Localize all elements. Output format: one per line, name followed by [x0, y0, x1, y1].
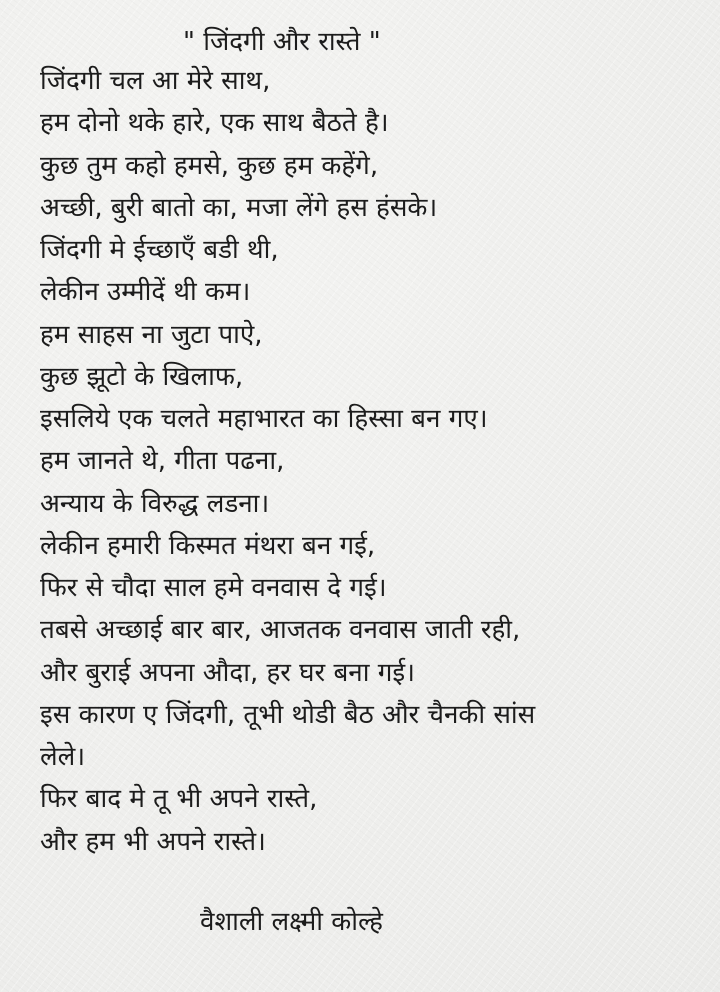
- poem-line: हम दोनो थके हारे, एक साथ बैठते है।: [40, 108, 389, 139]
- poem-line: फिर से चौदा साल हमे वनवास दे गई।: [40, 573, 387, 603]
- poem-line: अच्छी, बुरी बातो का, मजा लेंगे हस हंसके।: [40, 192, 438, 223]
- poem-line: तबसे अच्छाई बार बार, आजतक वनवास जाती रही,: [40, 615, 521, 646]
- poem-line: लेले।: [40, 742, 86, 772]
- poem-line: जिंदगी चल आ मेरे साथ,: [40, 66, 271, 96]
- poem-line: अन्याय के विरुद्ध लडना।: [40, 488, 270, 519]
- poem-line: फिर बाद मे तू भी अपने रास्ते,: [40, 784, 318, 815]
- poem-line: और हम भी अपने रास्ते।: [40, 826, 266, 857]
- poem-line: और बुराई अपना औदा, हर घर बना गई।: [40, 657, 415, 688]
- poem-line: हम साहस ना जुटा पाऐ,: [40, 319, 263, 350]
- poem-body: [40, 60, 700, 863]
- poem-line: जिंदगी मे ईच्छाएँ बडी थी,: [40, 235, 279, 265]
- poem-line: इसलिये एक चलते महाभारत का हिस्सा बन गए।: [40, 404, 488, 434]
- poem-line: इस कारण ए जिंदगी, तूभी थोडी बैठ और चैनकी सांस: [40, 699, 536, 730]
- poem-line: हम जानते थे, गीता पढना,: [40, 446, 285, 477]
- author-name: वैशाली लक्ष्मी कोल्हे: [200, 907, 383, 937]
- poem-line: कुछ झूटो के खिलाफ,: [40, 361, 244, 392]
- poem-title: " जिंदगी और रास्ते ": [183, 27, 381, 57]
- poem-line: लेकीन हमारी किस्मत मंथरा बन गई,: [40, 530, 376, 561]
- poem-line: लेकीन उम्मीदें थी कम।: [40, 277, 251, 308]
- poem-line: कुछ तुम कहो हमसे, कुछ हम कहेंगे,: [40, 150, 379, 181]
